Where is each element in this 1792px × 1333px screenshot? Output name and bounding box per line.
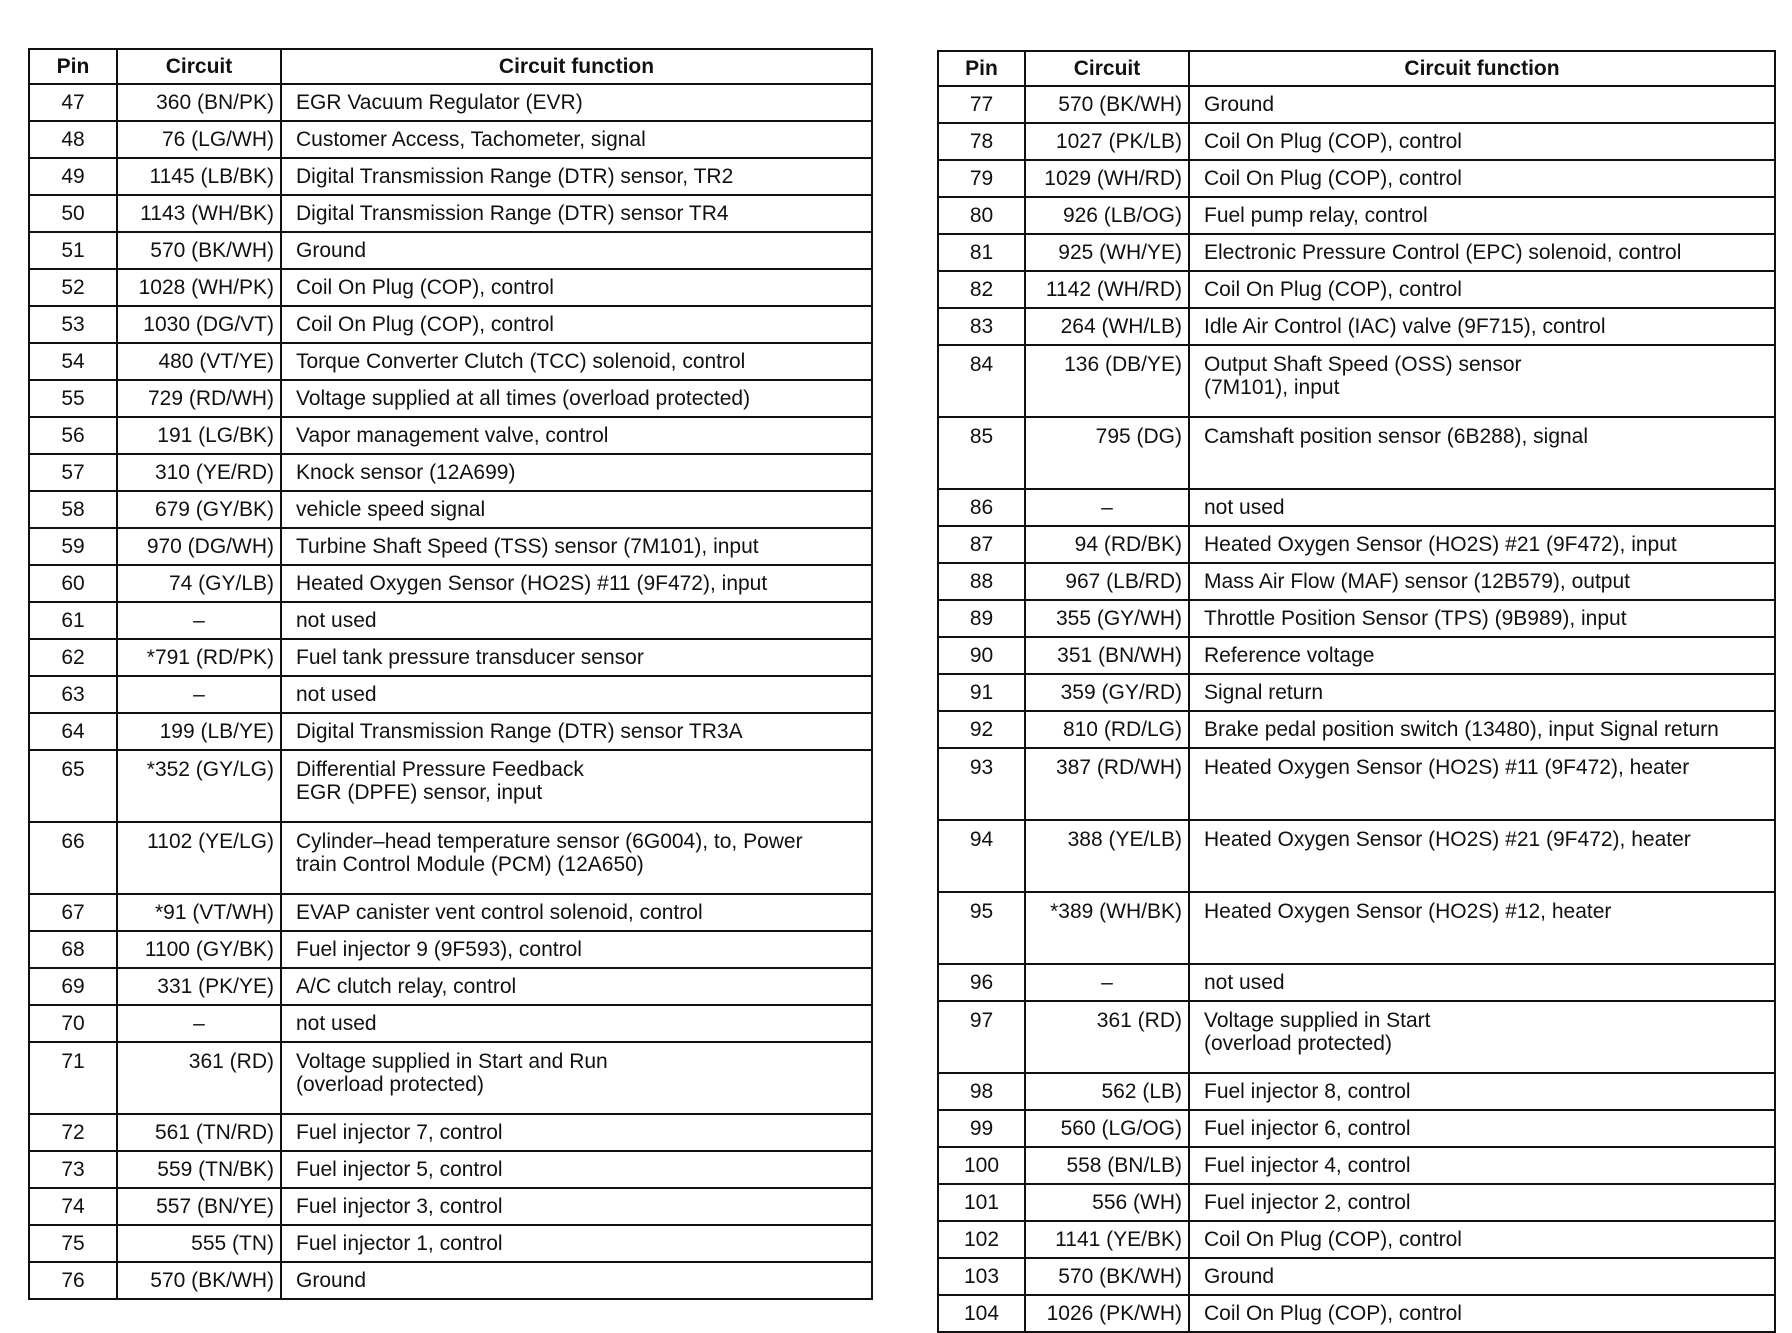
pin-cell: 87: [938, 526, 1025, 563]
pin-cell: 77: [938, 86, 1025, 123]
table-body-left: [29, 84, 872, 1299]
circuit-function-cell: Coil On Plug (COP), control: [1189, 123, 1775, 160]
circuit-function-cell: EVAP canister vent control solenoid, control: [281, 894, 872, 931]
circuit-function-cell: Fuel injector 5, control: [281, 1151, 872, 1188]
circuit-function-cell: not used: [1189, 964, 1775, 1001]
circuit-cell: 1145 (LB/BK): [117, 158, 281, 195]
circuit-cell: 355 (GY/WH): [1025, 600, 1189, 637]
circuit-function-cell: Fuel injector 8, control: [1189, 1073, 1775, 1110]
table-row: [29, 454, 872, 491]
circuit-function-cell: Fuel injector 2, control: [1189, 1184, 1775, 1221]
pin-cell: 64: [29, 713, 117, 750]
table-row: [29, 158, 872, 195]
table-row: [938, 526, 1775, 563]
circuit-cell: 558 (BN/LB): [1025, 1147, 1189, 1184]
table-row: [29, 269, 872, 306]
circuit-function-cell: Coil On Plug (COP), control: [1189, 1221, 1775, 1258]
table-row: [29, 380, 872, 417]
pin-cell: 72: [29, 1114, 117, 1151]
circuit-cell: *389 (WH/BK): [1025, 892, 1189, 964]
circuit-cell: 74 (GY/LB): [117, 565, 281, 602]
circuit-function-cell: Throttle Position Sensor (TPS) (9B989), input: [1189, 600, 1775, 637]
circuit-cell: 264 (WH/LB): [1025, 308, 1189, 345]
pin-cell: 102: [938, 1221, 1025, 1258]
pin-cell: 84: [938, 345, 1025, 417]
pin-cell: 50: [29, 195, 117, 232]
table-row: [938, 271, 1775, 308]
pin-cell: 74: [29, 1188, 117, 1225]
table-row: [938, 1073, 1775, 1110]
circuit-function-cell: Coil On Plug (COP), control: [281, 269, 872, 306]
pin-cell: 69: [29, 968, 117, 1005]
circuit-cell: 361 (RD): [117, 1042, 281, 1114]
circuit-cell: 1100 (GY/BK): [117, 931, 281, 968]
table-row: [29, 639, 872, 676]
circuit-function-cell: Heated Oxygen Sensor (HO2S) #11 (9F472), heater: [1189, 748, 1775, 820]
pin-cell: 54: [29, 343, 117, 380]
pin-cell: 67: [29, 894, 117, 931]
table-row: [29, 121, 872, 158]
table-row: [938, 123, 1775, 160]
circuit-cell: 926 (LB/OG): [1025, 197, 1189, 234]
circuit-cell: *352 (GY/LG): [117, 750, 281, 822]
table-row: [938, 674, 1775, 711]
circuit-function-cell: Coil On Plug (COP), control: [281, 306, 872, 343]
circuit-function-cell: Customer Access, Tachometer, signal: [281, 121, 872, 158]
circuit-function-cell: Fuel tank pressure transducer sensor: [281, 639, 872, 676]
pin-cell: 101: [938, 1184, 1025, 1221]
circuit-function-cell: Coil On Plug (COP), control: [1189, 160, 1775, 197]
header-circuit-function: Circuit function: [281, 49, 872, 84]
pin-cell: 76: [29, 1262, 117, 1299]
circuit-cell: 559 (TN/BK): [117, 1151, 281, 1188]
circuit-function-cell: Turbine Shaft Speed (TSS) sensor (7M101), input: [281, 528, 872, 565]
pin-cell: 51: [29, 232, 117, 269]
table-row: [29, 1114, 872, 1151]
table-row: [938, 748, 1775, 820]
table-row: [29, 1262, 872, 1299]
table-row: [938, 600, 1775, 637]
circuit-cell: 1143 (WH/BK): [117, 195, 281, 232]
circuit-function-cell: Voltage supplied in Start and Run (overload protected): [281, 1042, 872, 1114]
circuit-cell: 1102 (YE/LG): [117, 822, 281, 894]
pin-cell: 104: [938, 1295, 1025, 1332]
circuit-function-cell: not used: [1189, 489, 1775, 526]
circuit-function-cell: Heated Oxygen Sensor (HO2S) #21 (9F472), heater: [1189, 820, 1775, 892]
pin-cell: 92: [938, 711, 1025, 748]
pin-cell: 97: [938, 1001, 1025, 1073]
table-row: [29, 1005, 872, 1042]
table-row: [29, 343, 872, 380]
circuit-function-cell: Fuel injector 4, control: [1189, 1147, 1775, 1184]
circuit-function-cell: Heated Oxygen Sensor (HO2S) #11 (9F472), input: [281, 565, 872, 602]
circuit-function-cell: Fuel injector 6, control: [1189, 1110, 1775, 1147]
circuit-function-cell: Digital Transmission Range (DTR) sensor, TR2: [281, 158, 872, 195]
table-row: [938, 345, 1775, 417]
pin-table-right: [937, 50, 1776, 1333]
circuit-function-cell: Signal return: [1189, 674, 1775, 711]
table-row: [29, 1188, 872, 1225]
table-row: [29, 417, 872, 454]
circuit-function-cell: Reference voltage: [1189, 637, 1775, 674]
circuit-cell: 570 (BK/WH): [1025, 86, 1189, 123]
circuit-function-cell: Ground: [1189, 1258, 1775, 1295]
circuit-function-cell: Differential Pressure Feedback EGR (DPFE) sensor, input: [281, 750, 872, 822]
circuit-function-cell: A/C clutch relay, control: [281, 968, 872, 1005]
table-row: [29, 1151, 872, 1188]
circuit-function-cell: Fuel injector 1, control: [281, 1225, 872, 1262]
circuit-cell: 191 (LG/BK): [117, 417, 281, 454]
table-row: [938, 1295, 1775, 1332]
header-pin: Pin: [29, 49, 117, 84]
table-row: [938, 308, 1775, 345]
circuit-function-cell: EGR Vacuum Regulator (EVR): [281, 84, 872, 121]
pin-cell: 56: [29, 417, 117, 454]
circuit-function-cell: Ground: [281, 232, 872, 269]
circuit-cell: *791 (RD/PK): [117, 639, 281, 676]
table-row: [938, 1110, 1775, 1147]
pin-cell: 63: [29, 676, 117, 713]
circuit-cell: 562 (LB): [1025, 1073, 1189, 1110]
pin-cell: 61: [29, 602, 117, 639]
circuit-function-cell: Electronic Pressure Control (EPC) solenoid, control: [1189, 234, 1775, 271]
table-row: [938, 964, 1775, 1001]
pin-cell: 99: [938, 1110, 1025, 1147]
table-row: [29, 232, 872, 269]
circuit-cell: 970 (DG/WH): [117, 528, 281, 565]
table-row: [29, 1225, 872, 1262]
pin-cell: 79: [938, 160, 1025, 197]
circuit-cell: –: [117, 676, 281, 713]
table-row: [938, 892, 1775, 964]
table-row: [938, 160, 1775, 197]
circuit-cell: 570 (BK/WH): [1025, 1258, 1189, 1295]
pin-cell: 47: [29, 84, 117, 121]
table-row: [29, 84, 872, 121]
circuit-function-cell: Fuel injector 3, control: [281, 1188, 872, 1225]
pin-cell: 89: [938, 600, 1025, 637]
pin-cell: 66: [29, 822, 117, 894]
table-row: [938, 489, 1775, 526]
pin-cell: 91: [938, 674, 1025, 711]
table-row: [938, 820, 1775, 892]
table-row: [29, 894, 872, 931]
circuit-function-cell: Voltage supplied in Start (overload protected): [1189, 1001, 1775, 1073]
pin-cell: 48: [29, 121, 117, 158]
circuit-cell: –: [117, 602, 281, 639]
pin-cell: 98: [938, 1073, 1025, 1110]
table-row: [29, 565, 872, 602]
circuit-function-cell: Digital Transmission Range (DTR) sensor TR3A: [281, 713, 872, 750]
circuit-cell: 76 (LG/WH): [117, 121, 281, 158]
header-circuit: Circuit: [1025, 51, 1189, 86]
circuit-cell: 561 (TN/RD): [117, 1114, 281, 1151]
circuit-cell: 570 (BK/WH): [117, 1262, 281, 1299]
circuit-function-cell: Vapor management valve, control: [281, 417, 872, 454]
table-row: [938, 1001, 1775, 1073]
circuit-function-cell: not used: [281, 676, 872, 713]
table-row: [938, 86, 1775, 123]
circuit-cell: 360 (BN/PK): [117, 84, 281, 121]
circuit-function-cell: Fuel injector 9 (9F593), control: [281, 931, 872, 968]
pin-cell: 82: [938, 271, 1025, 308]
circuit-cell: 925 (WH/YE): [1025, 234, 1189, 271]
table-row: [938, 711, 1775, 748]
pin-cell: 90: [938, 637, 1025, 674]
circuit-function-cell: Coil On Plug (COP), control: [1189, 271, 1775, 308]
circuit-cell: 1142 (WH/RD): [1025, 271, 1189, 308]
table-row: [29, 602, 872, 639]
circuit-function-cell: Mass Air Flow (MAF) sensor (12B579), output: [1189, 563, 1775, 600]
circuit-cell: 555 (TN): [117, 1225, 281, 1262]
pin-cell: 70: [29, 1005, 117, 1042]
circuit-function-cell: Output Shaft Speed (OSS) sensor (7M101), input: [1189, 345, 1775, 417]
table-row: [29, 1042, 872, 1114]
circuit-function-cell: Idle Air Control (IAC) valve (9F715), control: [1189, 308, 1775, 345]
circuit-cell: 480 (VT/YE): [117, 343, 281, 380]
table-header-row: [29, 49, 872, 84]
table-row: [938, 234, 1775, 271]
circuit-function-cell: Ground: [1189, 86, 1775, 123]
pin-cell: 75: [29, 1225, 117, 1262]
pin-cell: 65: [29, 750, 117, 822]
circuit-cell: 136 (DB/YE): [1025, 345, 1189, 417]
table-row: [29, 528, 872, 565]
circuit-cell: 199 (LB/YE): [117, 713, 281, 750]
table-row: [29, 968, 872, 1005]
circuit-cell: –: [1025, 489, 1189, 526]
circuit-function-cell: vehicle speed signal: [281, 491, 872, 528]
circuit-cell: 359 (GY/RD): [1025, 674, 1189, 711]
circuit-cell: 679 (GY/BK): [117, 491, 281, 528]
circuit-cell: 387 (RD/WH): [1025, 748, 1189, 820]
circuit-function-cell: not used: [281, 602, 872, 639]
circuit-cell: –: [117, 1005, 281, 1042]
table-row: [938, 197, 1775, 234]
circuit-cell: 1029 (WH/RD): [1025, 160, 1189, 197]
table-row: [29, 195, 872, 232]
circuit-function-cell: Coil On Plug (COP), control: [1189, 1295, 1775, 1332]
header-circuit-function: Circuit function: [1189, 51, 1775, 86]
circuit-cell: 361 (RD): [1025, 1001, 1189, 1073]
table-row: [938, 1147, 1775, 1184]
circuit-function-cell: Ground: [281, 1262, 872, 1299]
pin-cell: 49: [29, 158, 117, 195]
circuit-cell: –: [1025, 964, 1189, 1001]
pin-cell: 103: [938, 1258, 1025, 1295]
header-circuit: Circuit: [117, 49, 281, 84]
pin-table-left: [28, 48, 873, 1300]
circuit-cell: 331 (PK/YE): [117, 968, 281, 1005]
circuit-cell: 1141 (YE/BK): [1025, 1221, 1189, 1258]
pin-cell: 83: [938, 308, 1025, 345]
circuit-function-cell: Camshaft position sensor (6B288), signal: [1189, 417, 1775, 489]
table-row: [938, 1258, 1775, 1295]
circuit-function-cell: Heated Oxygen Sensor (HO2S) #21 (9F472), input: [1189, 526, 1775, 563]
pin-cell: 62: [29, 639, 117, 676]
pin-cell: 58: [29, 491, 117, 528]
circuit-function-cell: Heated Oxygen Sensor (HO2S) #12, heater: [1189, 892, 1775, 964]
table-row: [29, 491, 872, 528]
header-pin: Pin: [938, 51, 1025, 86]
table-row: [29, 306, 872, 343]
circuit-cell: 94 (RD/BK): [1025, 526, 1189, 563]
circuit-cell: 1028 (WH/PK): [117, 269, 281, 306]
table-row: [29, 713, 872, 750]
table-body-right: [938, 86, 1775, 1332]
circuit-function-cell: Digital Transmission Range (DTR) sensor TR4: [281, 195, 872, 232]
pin-cell: 86: [938, 489, 1025, 526]
circuit-function-cell: Brake pedal position switch (13480), input Signal return: [1189, 711, 1775, 748]
pin-cell: 88: [938, 563, 1025, 600]
circuit-function-cell: Torque Converter Clutch (TCC) solenoid, control: [281, 343, 872, 380]
pin-cell: 80: [938, 197, 1025, 234]
table-header-row: [938, 51, 1775, 86]
circuit-cell: 1030 (DG/VT): [117, 306, 281, 343]
table-row: [938, 563, 1775, 600]
pin-cell: 100: [938, 1147, 1025, 1184]
pin-cell: 52: [29, 269, 117, 306]
pin-cell: 85: [938, 417, 1025, 489]
circuit-cell: 388 (YE/LB): [1025, 820, 1189, 892]
circuit-cell: 351 (BN/WH): [1025, 637, 1189, 674]
pin-cell: 95: [938, 892, 1025, 964]
pin-cell: 93: [938, 748, 1025, 820]
table-row: [29, 822, 872, 894]
pin-cell: 68: [29, 931, 117, 968]
circuit-cell: *91 (VT/WH): [117, 894, 281, 931]
circuit-cell: 1026 (PK/WH): [1025, 1295, 1189, 1332]
table-row: [29, 931, 872, 968]
table-row: [938, 417, 1775, 489]
table-row: [938, 1184, 1775, 1221]
circuit-cell: 570 (BK/WH): [117, 232, 281, 269]
circuit-cell: 1027 (PK/LB): [1025, 123, 1189, 160]
circuit-function-cell: Voltage supplied at all times (overload protected): [281, 380, 872, 417]
table-row: [938, 637, 1775, 674]
pin-cell: 59: [29, 528, 117, 565]
circuit-cell: 967 (LB/RD): [1025, 563, 1189, 600]
pin-cell: 55: [29, 380, 117, 417]
circuit-function-cell: Fuel injector 7, control: [281, 1114, 872, 1151]
pin-cell: 60: [29, 565, 117, 602]
pin-cell: 81: [938, 234, 1025, 271]
pin-cell: 73: [29, 1151, 117, 1188]
circuit-cell: 560 (LG/OG): [1025, 1110, 1189, 1147]
circuit-cell: 557 (BN/YE): [117, 1188, 281, 1225]
table-row: [29, 676, 872, 713]
circuit-function-cell: Cylinder–head temperature sensor (6G004), to, Power train Control Module (PCM) (12A650): [281, 822, 872, 894]
circuit-cell: 810 (RD/LG): [1025, 711, 1189, 748]
pin-cell: 94: [938, 820, 1025, 892]
circuit-cell: 556 (WH): [1025, 1184, 1189, 1221]
table-row: [938, 1221, 1775, 1258]
pin-cell: 78: [938, 123, 1025, 160]
circuit-cell: 729 (RD/WH): [117, 380, 281, 417]
circuit-function-cell: not used: [281, 1005, 872, 1042]
circuit-function-cell: Fuel pump relay, control: [1189, 197, 1775, 234]
pin-cell: 71: [29, 1042, 117, 1114]
pin-cell: 96: [938, 964, 1025, 1001]
circuit-cell: 795 (DG): [1025, 417, 1189, 489]
pin-cell: 53: [29, 306, 117, 343]
pin-cell: 57: [29, 454, 117, 491]
circuit-cell: 310 (YE/RD): [117, 454, 281, 491]
table-row: [29, 750, 872, 822]
circuit-function-cell: Knock sensor (12A699): [281, 454, 872, 491]
